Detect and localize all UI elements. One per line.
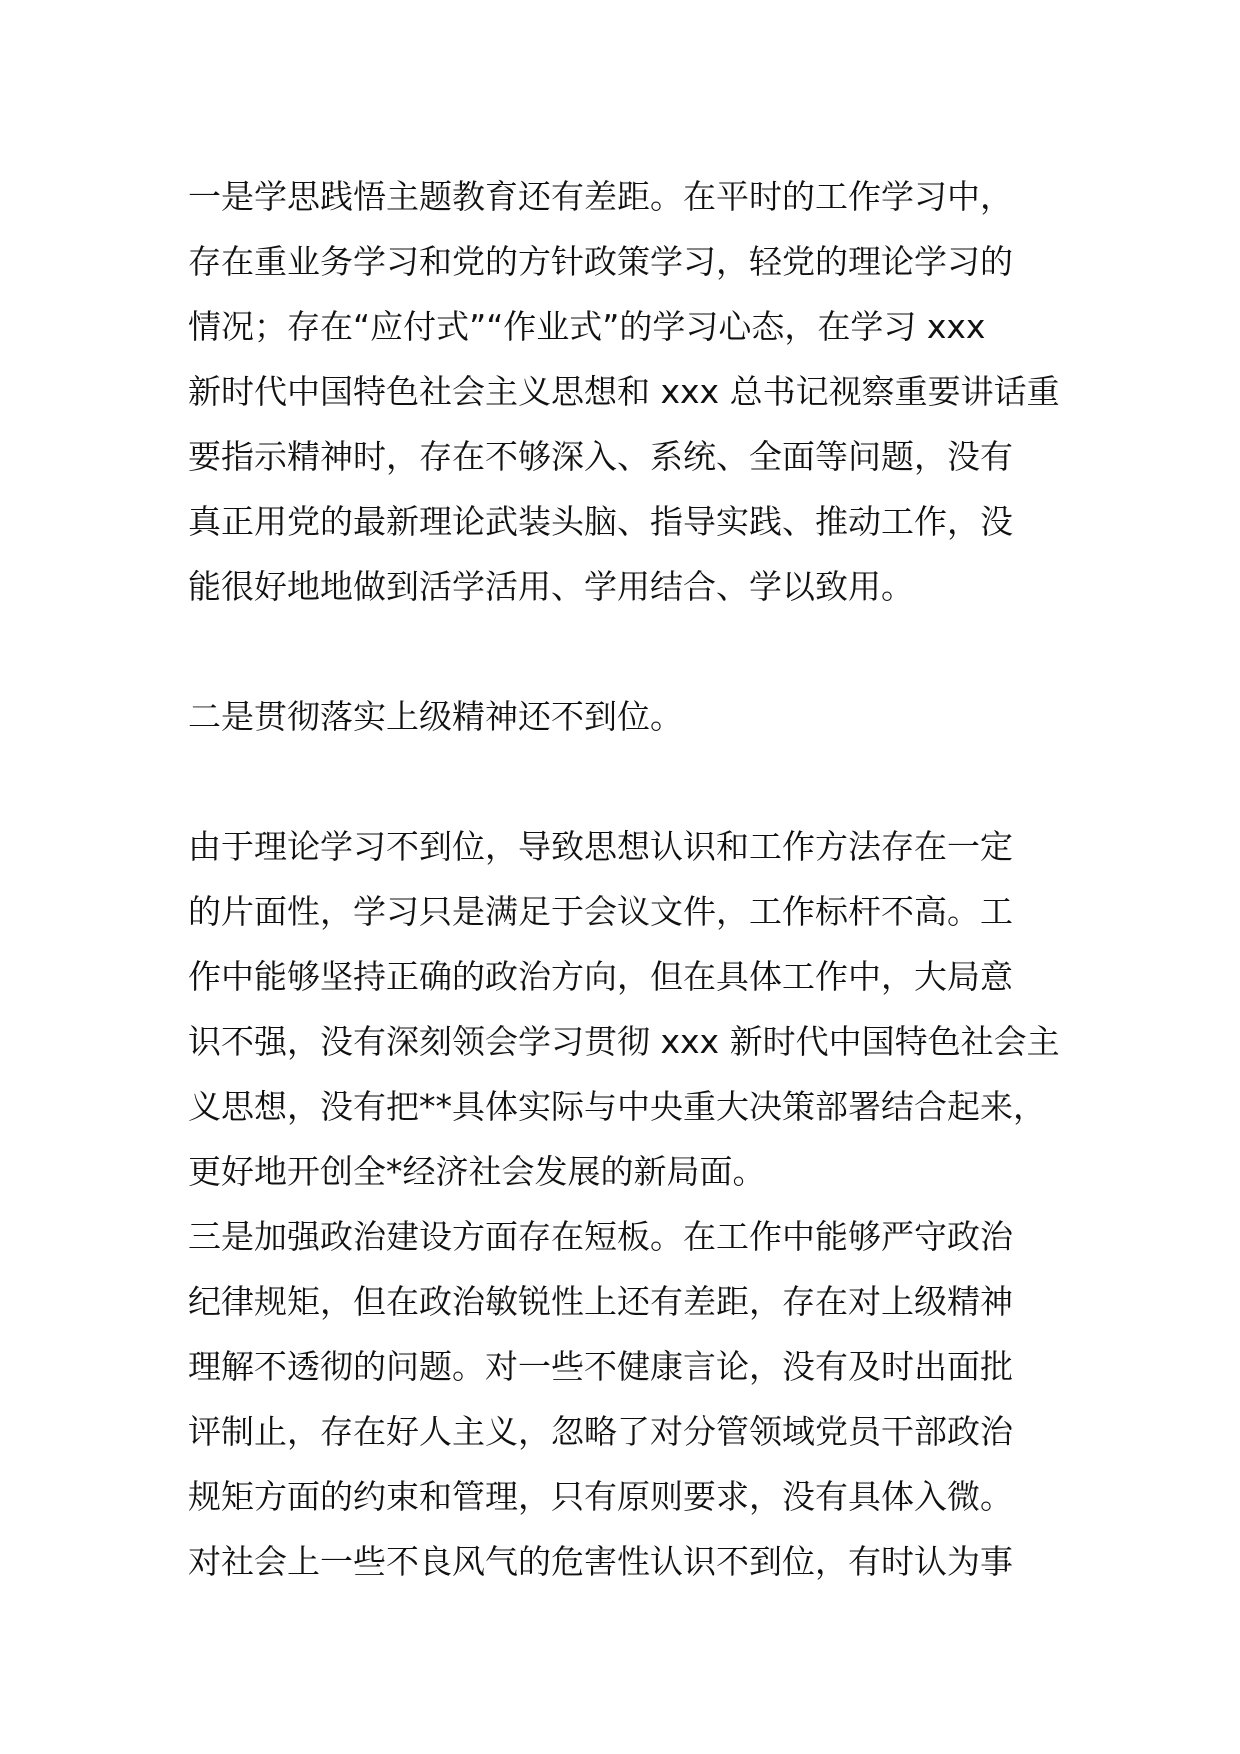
- paragraph-implementation-detail: 由于理论学习不到位，导致思想认识和工作方法存在一定 的片面性，学习只是满足于会议文件，工作标杆不高。工 作中能够坚持正确的政治方向，但在具体工作中，大局意 识不强，没有深刻领会学习贯彻 xxx 新时代中国特色社会主 义思想，没有把**具体实际与中央重大决策部署结合起来， 更好地开创全*经济社会发展的新局面。: [188, 827, 1060, 1191]
- paragraph-implementation-heading: 二是贯彻落实上级精神还不到位。: [188, 697, 683, 736]
- paragraph-political-building: 三是加强政治建设方面存在短板。在工作中能够严守政治 纪律规矩，但在政治敏锐性上还有差距，存在对上级精神 理解不透彻的问题。对一些不健康言论，没有及时出面批 评制止，存在好人主义，忽略了对分管领域党员干部政治 规矩方面的约束和管理，只有原则要求，没有具体入微。 对社会上一些不良风气的危害性认识不到位，有时认为事: [188, 1217, 1013, 1581]
- paragraph-study-gap: 一是学思践悟主题教育还有差距。在平时的工作学习中， 存在重业务学习和党的方针政策学习，轻党的理论学习的 情况；存在“应付式”“作业式”的学习心态，在学习 xxx 新时代中国特色社会主义思想和 xxx 总书记视察重要讲话重 要指示精神时，存在不够深入、系统、全面等问题，没有 真正用党的最新理论武装头脑、指导实践、推动工作，没 能很好地地做到活学活用、学用结合、学以致用。: [188, 177, 1060, 606]
